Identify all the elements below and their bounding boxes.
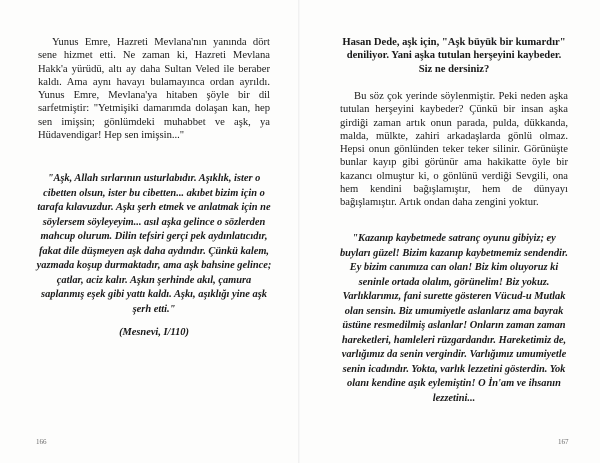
right-page — [300, 0, 600, 463]
right-answer-paragraph: Bu söz çok yerinde söylenmiştir. Peki neden aşka tutulan herşeyini kaybeder? Çünkü bir insan aşka girdiği zaman artık onun parada, pulda, dükkanda, malda, mülkte, zahiri arkadaşlarda gönlü olmaz. Hepsi onun gönlünden teker teker silinir. Görünüşte bunlar kayıp gibi görünür ama hakikatte öyle bir kazancı olmuştur ki, o gönlünü verdiği Sevgili, ona hem kendini bağışlamıştır, hem de dünyayı bağışlamıştır. Artık ondan daha zengini yoktur. — [340, 91, 568, 209]
right-page-number: 167 — [558, 438, 569, 446]
right-question: Hasan Dede, aşk için, "Aşk büyük bir kumardır" deniliyor. Yani aşka tutulan herşeyini kaybeder. Siz ne dersiniz? — [342, 37, 566, 75]
left-quote: "Aşk, Allah sırlarının usturlabıdır. Aşıklık, ister o cibetten olsun, ister bu cibetten... akıbet bizim için o tarafa kılavuzdur. Aşkı şerh etmek ve anlatmak için ne söylersem söyleyeyim... asıl aşka gelince o sözlerden mahcup olurum. Dilin tefsiri gerçi pek aydınlatıcıdır, fakat dile düşmeyen aşk daha aydındır. Çünkü kalem, yazmada koşup durmaktadır, ama aşk bahsine gelince; çatlar, aciz kalır. Aşkın şerhinde akıl, çamura saplanmış eşek gibi yattı kaldı. Aşkı, aşıklığı yine aşk şerh etti." — [36, 173, 272, 315]
left-page-number: 166 — [36, 438, 47, 446]
right-quote: "Kazanıp kaybetmede satranç oyunu gibiyiz; ey buyları güzel! Bizim kazanıp kaybetmemiz sendendir. Ey bizim canımıza can olan! Biz kim oluyoruz ki seninle ortada olalım, görünelim! Biz yokuz. Varlıklarımız, fani surette gösteren Vücud-u Mutlak olan sensin. Biz umumiyetle aslanlarız ama bayrak üstüne resmedilmiş aslanlar! Onların zaman zaman hareketleri, hamleleri rüzgardandır. Hareketimiz de, varlığımız da senin vergindir. Varlığımız umumiyetle senin icadındır. Yokta, varlık lezzetini gösterdin. Yok olanı kendine aşık eylemiştin! O İn'am ve ihsanın lezzetini... — [339, 233, 569, 404]
left-citation: (Mesnevi, I/110) — [119, 327, 189, 338]
left-intro-paragraph: Yunus Emre, Hazreti Mevlana'nın yanında dört sene hizmet etti. Ne zaman ki, Hazreti Mevlana Hakk'a yürüdü, altı ay daha Sultan Veled ile beraber kaldı. Ama aynı havayı bulamayınca ordan ayrıldı. Yunus Emre, Mevlana'ya hitaben şöyle bir dil sarfetmiştir: "Yetmişiki damarımda dolaşan kan, hep sen imişsin; gönlümdeki muhabbet ve aşk, ya Hüdavendigar! Hep sen imişsin..." — [38, 37, 270, 142]
